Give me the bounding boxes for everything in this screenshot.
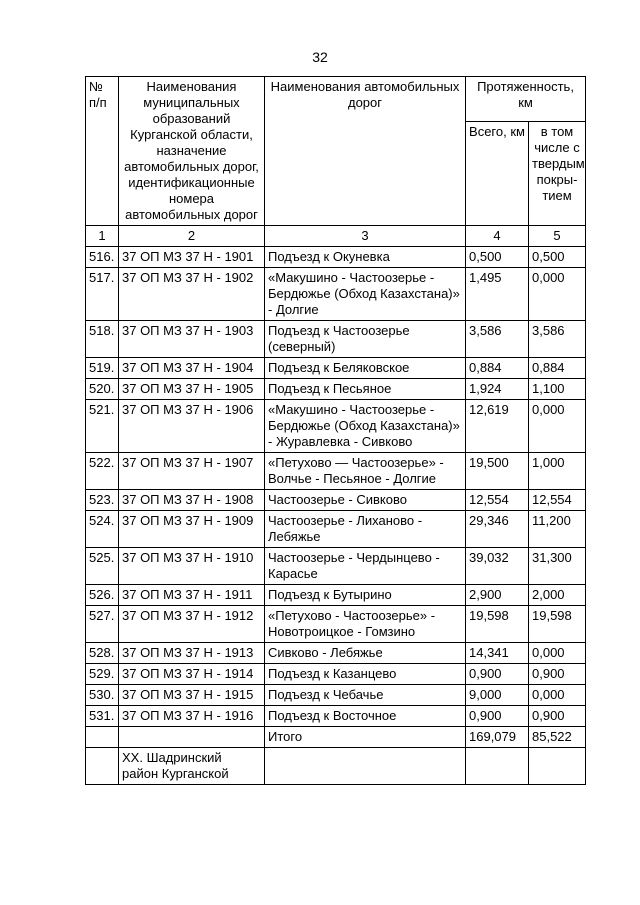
column-number: 2 <box>119 226 265 247</box>
table-row <box>86 664 586 685</box>
header-hard-surface: в том числе с твердым покры-тием <box>529 122 586 226</box>
road-name: «Петухово - Частоозерье» - Новотроицкое - Гомзино <box>265 606 466 643</box>
row-number: 519. <box>86 358 119 379</box>
road-name: Подъезд к Восточное <box>265 706 466 727</box>
row-number: 530. <box>86 685 119 706</box>
row-number: 524. <box>86 511 119 548</box>
road-id: 37 ОП МЗ 37 Н - 1911 <box>119 585 265 606</box>
table-row <box>86 585 586 606</box>
column-numbers-row <box>86 226 586 247</box>
section-title: XX. Шадринский район Курганской <box>119 748 265 785</box>
road-name: Подъезд к Казанцево <box>265 664 466 685</box>
road-id: 37 ОП МЗ 37 Н - 1901 <box>119 247 265 268</box>
length-total: 1,924 <box>466 379 529 400</box>
table-row <box>86 606 586 643</box>
road-id: 37 ОП МЗ 37 Н - 1915 <box>119 685 265 706</box>
length-hard: 1,100 <box>529 379 586 400</box>
header-row <box>86 77 586 122</box>
road-name: Подъезд к Частоозерье (северный) <box>265 321 466 358</box>
column-number: 4 <box>466 226 529 247</box>
section-empty <box>466 748 529 785</box>
length-hard: 2,000 <box>529 585 586 606</box>
column-number: 3 <box>265 226 466 247</box>
length-hard: 0,900 <box>529 706 586 727</box>
road-id: 37 ОП МЗ 37 Н - 1904 <box>119 358 265 379</box>
road-id: 37 ОП МЗ 37 Н - 1913 <box>119 643 265 664</box>
page-number: 32 <box>312 49 328 65</box>
table-body <box>86 247 586 785</box>
column-number: 5 <box>529 226 586 247</box>
table-row <box>86 511 586 548</box>
road-name: Подъезд к Чебачье <box>265 685 466 706</box>
row-number: 521. <box>86 400 119 453</box>
length-hard: 1,000 <box>529 453 586 490</box>
row-number: 522. <box>86 453 119 490</box>
road-id: 37 ОП МЗ 37 Н - 1902 <box>119 268 265 321</box>
row-number: 517. <box>86 268 119 321</box>
section-empty <box>265 748 466 785</box>
table-row <box>86 379 586 400</box>
table-row <box>86 268 586 321</box>
road-id: 37 ОП МЗ 37 Н - 1908 <box>119 490 265 511</box>
header-length-group: Протяженность, км <box>466 77 586 122</box>
row-number: 526. <box>86 585 119 606</box>
road-name: «Макушино - Частоозерье - Бердюжье (Обход Казахстана)» - Журавлевка - Сивково <box>265 400 466 453</box>
length-total: 29,346 <box>466 511 529 548</box>
column-number: 1 <box>86 226 119 247</box>
length-hard: 3,586 <box>529 321 586 358</box>
length-hard: 19,598 <box>529 606 586 643</box>
road-id: 37 ОП МЗ 37 Н - 1912 <box>119 606 265 643</box>
length-total: 1,495 <box>466 268 529 321</box>
row-number: 527. <box>86 606 119 643</box>
length-total: 12,554 <box>466 490 529 511</box>
length-total: 0,884 <box>466 358 529 379</box>
length-total: 14,341 <box>466 643 529 664</box>
length-total: 19,500 <box>466 453 529 490</box>
length-total: 0,900 <box>466 664 529 685</box>
road-name: Подъезд к Беляковское <box>265 358 466 379</box>
table-row <box>86 321 586 358</box>
table-row <box>86 685 586 706</box>
length-hard: 11,200 <box>529 511 586 548</box>
table-row <box>86 453 586 490</box>
road-name: Частоозерье - Чердынцево - Карасье <box>265 548 466 585</box>
total-row <box>86 727 586 748</box>
table-row <box>86 358 586 379</box>
road-name: Частоозерье - Лиханово - Лебяжье <box>265 511 466 548</box>
length-total: 19,598 <box>466 606 529 643</box>
road-id: 37 ОП МЗ 37 Н - 1914 <box>119 664 265 685</box>
total-empty <box>86 727 119 748</box>
row-number: 525. <box>86 548 119 585</box>
road-name: Подъезд к Окуневка <box>265 247 466 268</box>
row-number: 518. <box>86 321 119 358</box>
row-number: 516. <box>86 247 119 268</box>
roads-table <box>85 76 586 785</box>
length-total: 0,500 <box>466 247 529 268</box>
road-id: 37 ОП МЗ 37 Н - 1903 <box>119 321 265 358</box>
header-road-name: Наименования автомобильных дорог <box>265 77 466 226</box>
road-id: 37 ОП МЗ 37 Н - 1916 <box>119 706 265 727</box>
road-name: Подъезд к Песьяное <box>265 379 466 400</box>
length-total: 12,619 <box>466 400 529 453</box>
row-number: 529. <box>86 664 119 685</box>
length-total: 0,900 <box>466 706 529 727</box>
table-row <box>86 490 586 511</box>
length-hard: 0,000 <box>529 685 586 706</box>
header-total-km: Всего, км <box>466 122 529 226</box>
total-empty <box>119 727 265 748</box>
table-row <box>86 643 586 664</box>
road-id: 37 ОП МЗ 37 Н - 1907 <box>119 453 265 490</box>
road-name: Частоозерье - Сивково <box>265 490 466 511</box>
table-row <box>86 400 586 453</box>
length-total: 3,586 <box>466 321 529 358</box>
length-hard: 0,900 <box>529 664 586 685</box>
length-hard: 12,554 <box>529 490 586 511</box>
section-empty <box>529 748 586 785</box>
section-row <box>86 748 586 785</box>
row-number: 523. <box>86 490 119 511</box>
road-name: Сивково - Лебяжье <box>265 643 466 664</box>
road-id: 37 ОП МЗ 37 Н - 1909 <box>119 511 265 548</box>
road-name: «Макушино - Частоозерье - Бердюжье (Обход Казахстана)» - Долгие <box>265 268 466 321</box>
table-row <box>86 548 586 585</box>
length-hard: 0,500 <box>529 247 586 268</box>
length-total: 2,900 <box>466 585 529 606</box>
table-row <box>86 706 586 727</box>
total-label: Итого <box>265 727 466 748</box>
section-empty <box>86 748 119 785</box>
total-length: 169,079 <box>466 727 529 748</box>
road-name: «Петухово — Частоозерье» - Волчье - Песьяное - Долгие <box>265 453 466 490</box>
header-municipality: Наименования муниципальных образований Курганской области, назначение автомобильных дорог, идентификационные номера автомобильных дорог <box>119 77 265 226</box>
row-number: 520. <box>86 379 119 400</box>
length-total: 39,032 <box>466 548 529 585</box>
row-number: 528. <box>86 643 119 664</box>
length-hard: 0,000 <box>529 643 586 664</box>
header-index: № п/п <box>86 77 119 226</box>
total-hard-length: 85,522 <box>529 727 586 748</box>
road-id: 37 ОП МЗ 37 Н - 1910 <box>119 548 265 585</box>
table-row <box>86 247 586 268</box>
length-hard: 0,000 <box>529 400 586 453</box>
length-hard: 0,000 <box>529 268 586 321</box>
length-hard: 31,300 <box>529 548 586 585</box>
road-id: 37 ОП МЗ 37 Н - 1906 <box>119 400 265 453</box>
road-id: 37 ОП МЗ 37 Н - 1905 <box>119 379 265 400</box>
length-hard: 0,884 <box>529 358 586 379</box>
row-number: 531. <box>86 706 119 727</box>
length-total: 9,000 <box>466 685 529 706</box>
road-name: Подъезд к Бутырино <box>265 585 466 606</box>
